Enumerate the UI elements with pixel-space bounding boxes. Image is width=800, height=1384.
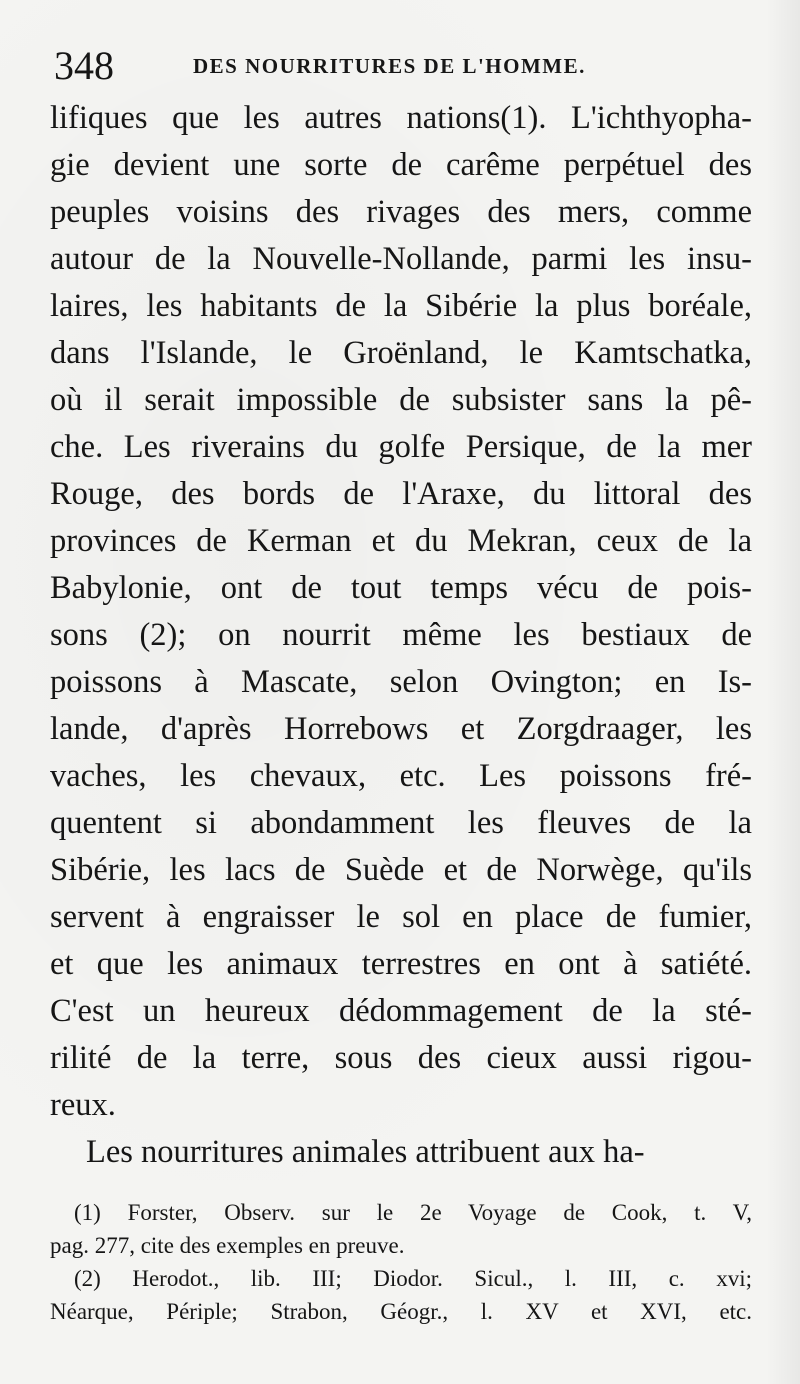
text-line: quentent si abondamment les fleuves de la — [50, 805, 752, 841]
text-line: Babylonie, ont de tout temps vécu de pois- — [50, 570, 752, 606]
page-edge-shadow — [766, 0, 800, 1384]
text-line: vaches, les chevaux, etc. Les poissons fré- — [50, 758, 752, 794]
text-line: gie devient une sorte de carême perpétuel des — [50, 147, 752, 183]
text-line: et que les animaux terrestres en ont à satiété. — [50, 946, 752, 982]
text-line: laires, les habitants de la Sibérie la plus boréale, — [50, 288, 752, 324]
text-line: rilité de la terre, sous des cieux aussi rigou- — [50, 1040, 752, 1076]
running-title: DES NOURRITURES DE L'HOMME. — [193, 54, 586, 78]
text-line: lande, d'après Horrebows et Zorgdraager, les — [50, 711, 752, 747]
text-line: lifiques que les autres nations(1). L'ichthyopha- — [50, 100, 752, 136]
text-line: reux. — [50, 1087, 116, 1123]
footnote-1-line: (1) Forster, Observ. sur le 2e Voyage de Cook, t. V, — [74, 1200, 752, 1225]
text-line: où il serait impossible de subsister sans la pê- — [50, 382, 752, 418]
footnote-1-line: pag. 277, cite des exemples en preuve. — [50, 1233, 405, 1258]
main-text — [50, 95, 752, 1176]
text-line: autour de la Nouvelle-Nollande, parmi les insu- — [50, 241, 752, 277]
page-header — [48, 38, 768, 90]
text-line: peuples voisins des rivages des mers, comme — [50, 194, 752, 230]
text-line: Rouge, des bords de l'Araxe, du littoral des — [50, 476, 752, 512]
text-line: dans l'Islande, le Groënland, le Kamtschatka, — [50, 335, 752, 371]
text-line: provinces de Kerman et du Mekran, ceux de la — [50, 523, 752, 559]
text-line: C'est un heureux dédommagement de la sté- — [50, 993, 752, 1029]
text-line: servent à engraisser le sol en place de fumier, — [50, 899, 752, 935]
footnote-2-line: Néarque, Périple; Strabon, Géogr., l. XV et XVI, etc. — [50, 1299, 752, 1324]
text-line: che. Les riverains du golfe Persique, de la mer — [50, 429, 752, 465]
text-line: Sibérie, les lacs de Suède et de Norwège, qu'ils — [50, 852, 752, 888]
page-number: 348 — [54, 43, 114, 88]
footnotes — [50, 1196, 752, 1328]
text-line: poissons à Mascate, selon Ovington; en Is- — [50, 664, 752, 700]
text-line: sons (2); on nourrit même les bestiaux de — [50, 617, 752, 653]
paragraph-start-line: Les nourritures animales attribuent aux ha- — [86, 1134, 645, 1170]
footnote-2-line: (2) Herodot., lib. III; Diodor. Sicul., l. III, c. xvi; — [74, 1266, 752, 1291]
